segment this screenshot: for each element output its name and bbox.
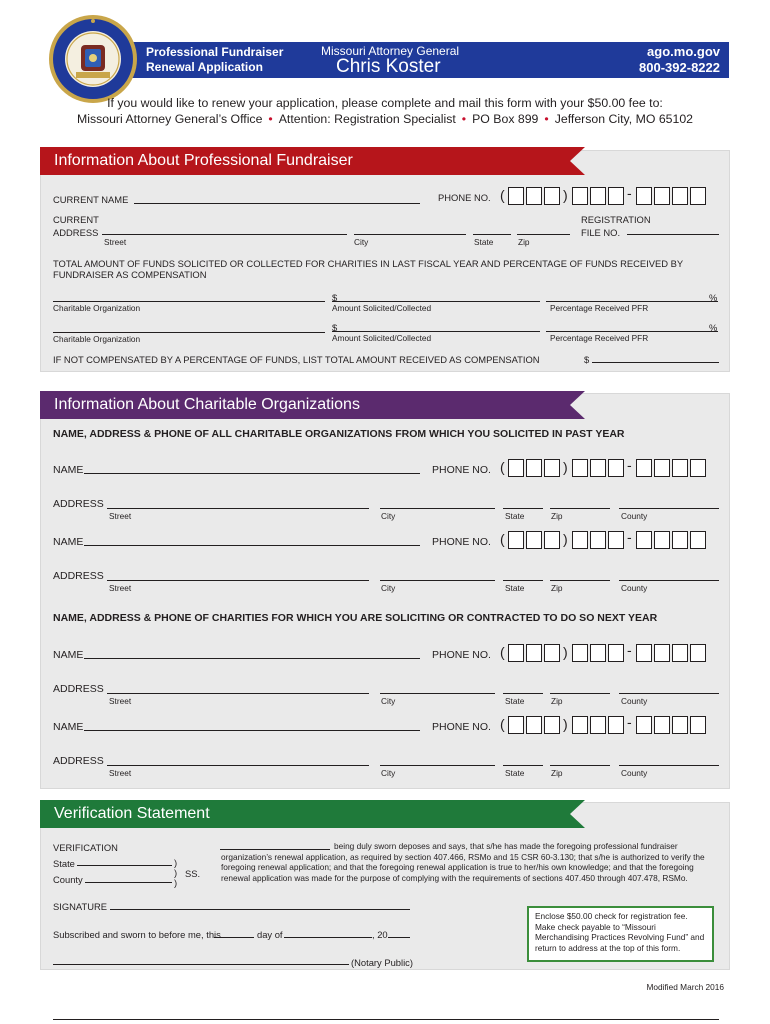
name-label: NAME <box>53 649 84 661</box>
county-caption: County <box>621 511 648 521</box>
website: ago.mo.gov <box>647 44 720 59</box>
percentage-field-2[interactable] <box>546 331 718 332</box>
footer-rule <box>53 1019 719 1020</box>
attorney-general-name: Chris Koster <box>336 56 441 77</box>
bracket-1: ) <box>174 857 178 868</box>
phone-digit-box[interactable] <box>544 187 560 205</box>
street-caption: Street <box>109 696 132 706</box>
month-field[interactable] <box>284 937 372 938</box>
verification-label: VERIFICATION <box>53 842 118 853</box>
street-caption: Street <box>109 583 132 593</box>
affidavit-text: being duly sworn deposes and says, that s/he has made the foregoing professional fundraiser organization’s renewal application, as required by section 407.466, RSMo and 15 CSR 60-3.130; that s/he is authorized to verify the foregoing renewal application; and that the foregoing renewal application is true to her/his own knowledge; and that the foregoing renewal application was made for the purpose of complying with the requirements of sections 407.450 through 407.478, RSMo. <box>221 841 705 883</box>
street-field[interactable] <box>102 234 347 235</box>
modified-date: Modified March 2016 <box>646 982 724 992</box>
charity-city-field[interactable] <box>380 693 495 694</box>
street-caption: Street <box>104 237 127 247</box>
charity-phone-field[interactable]: ( ) - <box>500 531 722 551</box>
phone-digit-box[interactable] <box>608 187 624 205</box>
charity-county-field[interactable] <box>619 693 719 694</box>
fundraiser-phone-field[interactable]: ( ) - <box>500 187 722 207</box>
street-caption: Street <box>109 511 132 521</box>
zip-caption: Zip <box>551 511 563 521</box>
name-label: NAME <box>53 721 84 733</box>
address-attention: Attention: Registration Specialist <box>278 112 456 126</box>
address-po-box: PO Box 899 <box>472 112 539 126</box>
missouri-ag-seal-icon <box>48 14 138 104</box>
phone-digit-box[interactable] <box>526 187 542 205</box>
current-name-field[interactable] <box>134 203 420 204</box>
charity-zip-field[interactable] <box>550 765 610 766</box>
total-compensation-field[interactable] <box>592 362 719 363</box>
name-label: NAME <box>53 536 84 548</box>
charity-phone-field[interactable]: ( ) - <box>500 644 722 664</box>
charity-zip-field[interactable] <box>550 580 610 581</box>
state-caption: State <box>505 768 525 778</box>
percentage-caption: Percentage Received PFR <box>550 303 649 313</box>
state-caption: State <box>474 237 494 247</box>
address-label: ADDRESS <box>53 683 104 695</box>
city-caption: City <box>381 511 396 521</box>
charity-street-field[interactable] <box>107 765 369 766</box>
verification-section-title: Verification Statement <box>54 805 210 822</box>
charity-zip-field[interactable] <box>550 508 610 509</box>
county-label: County <box>53 874 83 885</box>
charity-street-field[interactable] <box>107 580 369 581</box>
phone-digit-box[interactable] <box>654 187 670 205</box>
state-caption: State <box>505 511 525 521</box>
verification-section-header <box>40 800 585 828</box>
amount-field-1[interactable] <box>332 301 540 302</box>
address-label: ADDRESS <box>53 227 99 238</box>
zip-caption: Zip <box>551 583 563 593</box>
registration-label: REGISTRATION <box>581 214 651 225</box>
current-name-label: CURRENT NAME <box>53 194 129 205</box>
phone-digit-box[interactable] <box>672 187 688 205</box>
phone-digit-box[interactable] <box>690 187 706 205</box>
state-label: State <box>53 858 75 869</box>
phone-label: PHONE NO. <box>432 536 491 548</box>
form-title-line1: Professional Fundraiser <box>146 45 284 59</box>
zip-caption: Zip <box>551 768 563 778</box>
city-caption: City <box>381 768 396 778</box>
fee-instructions-box: Enclose $50.00 check for registration fee. Make check payable to “Missouri Merchandising Practices Revolving Fund” and return to address at the top of this form. <box>527 906 714 962</box>
not-compensated-label: IF NOT COMPENSATED BY A PERCENTAGE OF FUNDS, LIST TOTAL AMOUNT RECEIVED AS COMPENSATION <box>53 354 540 365</box>
mailing-address <box>0 112 770 126</box>
funds-instructions: TOTAL AMOUNT OF FUNDS SOLICITED OR COLLECTED FOR CHARITIES IN LAST FISCAL YEAR AND PERCENTAGE OF FUNDS RECEIVED BY FUNDRAISER AS COMPENSATION <box>53 258 683 280</box>
city-caption: City <box>381 696 396 706</box>
charity-city-field[interactable] <box>380 765 495 766</box>
charity-city-field[interactable] <box>380 508 495 509</box>
dollar-sign: $ <box>332 292 338 303</box>
city-caption: City <box>381 583 396 593</box>
notary-label: (Notary Public) <box>351 957 413 968</box>
dollar-sign: $ <box>584 354 590 365</box>
phone-digit-box[interactable] <box>508 187 524 205</box>
state-field[interactable] <box>473 234 511 235</box>
zip-caption: Zip <box>551 696 563 706</box>
year-prefix: , 20 <box>372 929 388 940</box>
charity-entry-1 <box>0 457 770 527</box>
address-office: Missouri Attorney General’s Office <box>76 112 263 126</box>
phone-label: PHONE NO. <box>432 721 491 733</box>
ss-label: SS. <box>185 868 201 879</box>
charity-entry-2 <box>0 529 770 599</box>
charity-entry-3 <box>0 642 770 712</box>
year-field[interactable] <box>388 937 410 938</box>
charitable-org-field-1[interactable] <box>53 301 325 302</box>
phone-digit-box[interactable] <box>636 187 652 205</box>
notary-signature-field[interactable] <box>53 964 349 965</box>
charity-name-field[interactable] <box>84 730 420 731</box>
charitable-section-title: Information About Charitable Organizations <box>54 396 360 413</box>
bullet-3: • <box>544 112 549 126</box>
zip-caption: Zip <box>518 237 530 247</box>
charity-state-field[interactable] <box>503 508 543 509</box>
header-phone: 800-392-8222 <box>639 60 720 75</box>
state-caption: State <box>505 696 525 706</box>
amount-caption: Amount Solicited/Collected <box>332 303 432 313</box>
street-caption: Street <box>109 768 132 778</box>
address-city: Jefferson City, MO 65102 <box>554 112 694 126</box>
verification-state-field[interactable] <box>77 865 172 866</box>
office-name: Missouri Attorney General <box>321 44 460 58</box>
charitable-org-field-2[interactable] <box>53 332 325 333</box>
charitable-org-caption: Charitable Organization <box>53 334 141 344</box>
charity-county-field[interactable] <box>619 765 719 766</box>
amount-caption: Amount Solicited/Collected <box>332 333 432 343</box>
past-year-heading: NAME, ADDRESS & PHONE OF ALL CHARITABLE ORGANIZATIONS FROM WHICH YOU SOLICITED IN PAST YEAR <box>53 428 625 440</box>
bullet-2: • <box>461 112 467 126</box>
phone-digit-box[interactable] <box>572 187 588 205</box>
charity-name-field[interactable] <box>84 545 420 546</box>
phone-label: PHONE NO. <box>438 192 491 203</box>
charitable-org-caption: Charitable Organization <box>53 303 141 313</box>
percentage-field-1[interactable] <box>546 301 718 302</box>
county-caption: County <box>621 696 648 706</box>
charitable-section-header <box>40 391 585 419</box>
county-caption: County <box>621 583 648 593</box>
percentage-caption: Percentage Received PFR <box>550 333 649 343</box>
fundraiser-section-header <box>40 147 585 175</box>
city-field[interactable] <box>354 234 466 235</box>
percent-sign: % <box>709 322 718 333</box>
file-no-field[interactable] <box>627 234 719 235</box>
current-label: CURRENT <box>53 214 99 225</box>
zip-field[interactable] <box>517 234 570 235</box>
charity-city-field[interactable] <box>380 580 495 581</box>
phone-label: PHONE NO. <box>432 649 491 661</box>
charity-phone-field[interactable]: ( ) - <box>500 459 722 479</box>
signature-label: SIGNATURE <box>53 901 107 912</box>
next-year-heading: NAME, ADDRESS & PHONE OF CHARITIES FOR WHICH YOU ARE SOLICITING OR CONTRACTED TO DO SO NEXT YEAR <box>53 612 658 624</box>
bracket-2: ) <box>174 867 178 878</box>
bullet-1: • <box>268 112 273 126</box>
bracket-3: ) <box>174 877 178 888</box>
charity-state-field[interactable] <box>503 765 543 766</box>
subscribed-label: Subscribed and sworn to before me, this <box>53 929 221 940</box>
day-field[interactable] <box>214 937 254 938</box>
amount-field-2[interactable] <box>332 331 540 332</box>
charity-name-field[interactable] <box>84 658 420 659</box>
phone-label: PHONE NO. <box>432 464 491 476</box>
address-label: ADDRESS <box>53 755 104 767</box>
state-caption: State <box>505 583 525 593</box>
charity-county-field[interactable] <box>619 580 719 581</box>
charity-state-field[interactable] <box>503 693 543 694</box>
charity-name-field[interactable] <box>84 473 420 474</box>
charity-zip-field[interactable] <box>550 693 610 694</box>
verification-county-field[interactable] <box>85 882 172 883</box>
charity-street-field[interactable] <box>107 693 369 694</box>
address-label: ADDRESS <box>53 498 104 510</box>
charity-street-field[interactable] <box>107 508 369 509</box>
signature-field[interactable] <box>110 909 410 910</box>
charity-entry-4 <box>0 714 770 784</box>
day-of-label: day of <box>257 929 283 940</box>
fundraiser-section-title: Information About Professional Fundraiser <box>54 152 353 169</box>
address-label: ADDRESS <box>53 570 104 582</box>
file-no-label: FILE NO. <box>581 227 621 238</box>
intro-line: If you would like to renew your application, please complete and mail this form with your $50.00 fee to: <box>107 96 663 110</box>
form-title-line2: Renewal Application <box>146 60 263 74</box>
name-label: NAME <box>53 464 84 476</box>
percent-sign: % <box>709 292 718 303</box>
charity-county-field[interactable] <box>619 508 719 509</box>
phone-digit-box[interactable] <box>590 187 606 205</box>
city-caption: City <box>354 237 369 247</box>
dollar-sign: $ <box>332 322 338 333</box>
charity-phone-field[interactable]: ( ) - <box>500 716 722 736</box>
county-caption: County <box>621 768 648 778</box>
charity-state-field[interactable] <box>503 580 543 581</box>
